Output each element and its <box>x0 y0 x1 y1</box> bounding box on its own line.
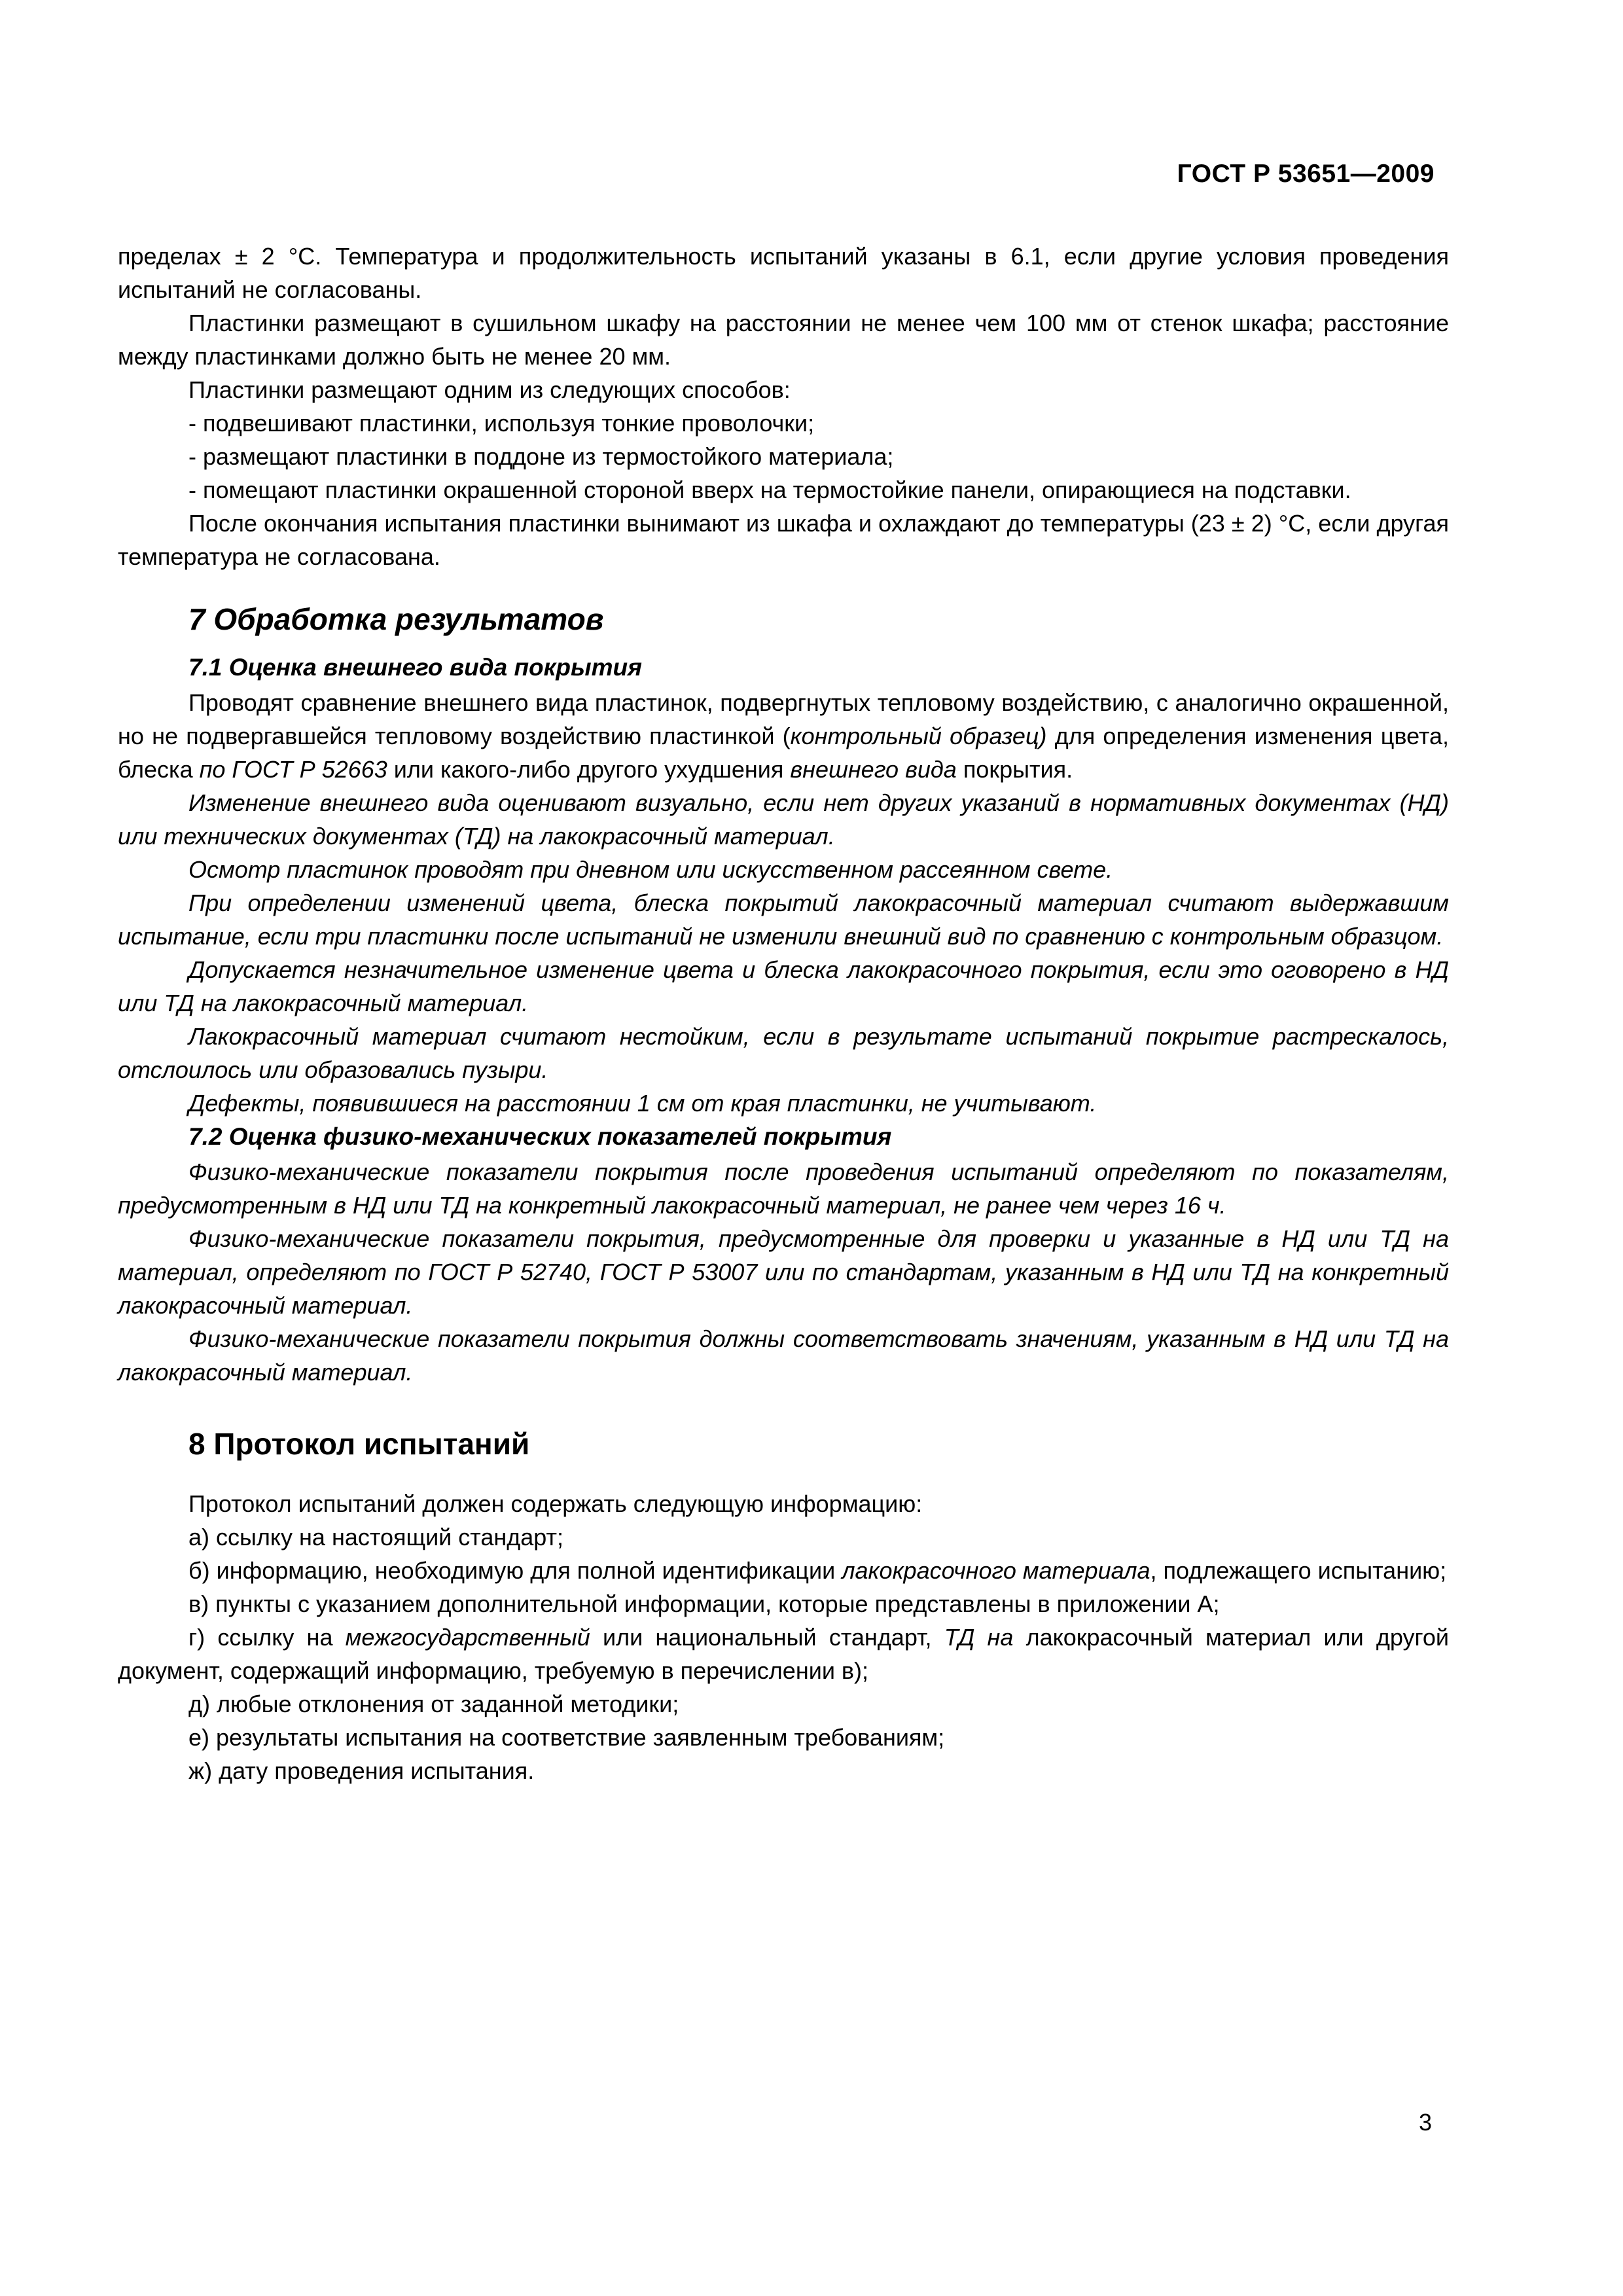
text-span: покрытия. <box>956 756 1073 783</box>
text-span: , подлежащего испытанию; <box>1150 1557 1447 1584</box>
page-content <box>118 240 1449 1787</box>
list-item <box>118 1621 1449 1687</box>
paragraph: Осмотр пластинок проводят при дневном или искусственном рассеянном свете. <box>188 856 1113 883</box>
paragraph: Допускается незначительное изменение цвета и блеска лакокрасочного покрытия, если это оговорено в НД или ТД на лакокрасочный материал. <box>118 956 1449 1016</box>
text-span: лакокрасочный материал или другой документ, содержащий информацию, требуемую в перечислении в); <box>118 1624 1449 1684</box>
section-heading: 7 Обработка результатов <box>188 602 604 636</box>
text-span: или национальный стандарт, <box>590 1624 944 1651</box>
text-span: межгосударственный <box>345 1624 590 1651</box>
list-item <box>118 1554 1449 1587</box>
list-item: - размещают пластинки в поддоне из термостойкого материала; <box>188 443 894 470</box>
list-item: е) результаты испытания на соответствие заявленным требованиям; <box>188 1724 945 1751</box>
text-span: или какого-либо другого ухудшения <box>387 756 791 783</box>
text-span: внешнего вида <box>790 756 957 783</box>
list-item: ж) дату проведения испытания. <box>188 1757 535 1784</box>
text-span: г) ссылку на <box>188 1624 346 1651</box>
text-span: лакокрасочного материала <box>842 1557 1150 1584</box>
text-span: для определения изменения цвета, блеска <box>118 723 1449 783</box>
text-span: по ГОСТ Р 52663 <box>199 756 387 783</box>
paragraph: Физико-механические показатели покрытия после проведения испытаний определяют по показателям, предусмотренным в НД или ТД на конкретный лакокрасочный материал, не ранее чем через 16 ч. <box>118 1158 1449 1219</box>
paragraph: Лакокрасочный материал считают нестойким, если в результате испытаний покрытие растрескалось, отслоилось или образовались пузыри. <box>118 1023 1449 1083</box>
paragraph: Протокол испытаний должен содержать следующую информацию: <box>188 1490 923 1517</box>
paragraph: Пластинки размещают в сушильном шкафу на расстоянии не менее чем 100 мм от стенок шкафа; расстояние между пластинками должно быть не менее 20 мм. <box>118 310 1449 370</box>
paragraph: При определении изменений цвета, блеска покрытий лакокрасочный материал считают выдержавшим испытание, если три пластинки после испытаний не изменили внешний вид по сравнению с контрольным образцом. <box>118 889 1449 950</box>
text-span: б) информацию, необходимую для полной идентификации <box>188 1557 842 1584</box>
text-span: контрольный образец) <box>790 723 1047 749</box>
text-span: ТД на <box>944 1624 1014 1651</box>
paragraph: Пластинки размещают одним из следующих способов: <box>188 376 791 403</box>
page-number: 3 <box>1418 2109 1432 2136</box>
paragraph: пределах ± 2 °С. Температура и продолжительность испытаний указаны в 6.1, если другие условия проведения испытаний не согласованы. <box>118 243 1449 303</box>
list-item: - помещают пластинки окрашенной стороной вверх на термостойкие панели, опирающиеся на подставки. <box>188 476 1351 503</box>
text-span: Проводят сравнение внешнего вида пластинок, подвергнутых тепловому воздействию, с аналогично окрашенной, но не подвергавшейся тепловому воздействию пластинкой ( <box>118 689 1449 749</box>
section-heading: 8 Протокол испытаний <box>188 1427 530 1461</box>
paragraph: Изменение внешнего вида оценивают визуально, если нет других указаний в нормативных документах (НД) или технических документах (ТД) на лакокрасочный материал. <box>118 789 1449 850</box>
list-item: в) пункты с указанием дополнительной информации, которые представлены в приложении А; <box>188 1590 1220 1617</box>
paragraph: После окончания испытания пластинки вынимают из шкафа и охлаждают до температуры (23 ± 2) °С, если другая температура не согласована. <box>118 510 1449 570</box>
list-item: д) любые отклонения от заданной методики; <box>188 1691 679 1717</box>
subsection-heading: 7.1 Оценка внешнего вида покрытия <box>188 654 642 681</box>
document-code: ГОСТ Р 53651—2009 <box>1177 160 1435 188</box>
list-item: а) ссылку на настоящий стандарт; <box>188 1524 564 1551</box>
paragraph: Дефекты, появившиеся на расстоянии 1 см от края пластинки, не учитывают. <box>188 1090 1097 1117</box>
paragraph <box>118 686 1449 786</box>
subsection-heading: 7.2 Оценка физико-механических показателей покрытия <box>188 1123 892 1150</box>
paragraph: Физико-механические показатели покрытия, предусмотренные для проверки и указанные в НД или ТД на материал, определяют по ГОСТ Р 52740, ГОСТ Р 53007 или по стандартам, указанным в НД или ТД на конкретный лакокрасочный материал. <box>118 1225 1449 1319</box>
list-item: - подвешивают пластинки, используя тонкие проволочки; <box>188 410 815 437</box>
paragraph: Физико-механические показатели покрытия должны соответствовать значениям, указанным в НД или ТД на лакокрасочный материал. <box>118 1325 1449 1386</box>
